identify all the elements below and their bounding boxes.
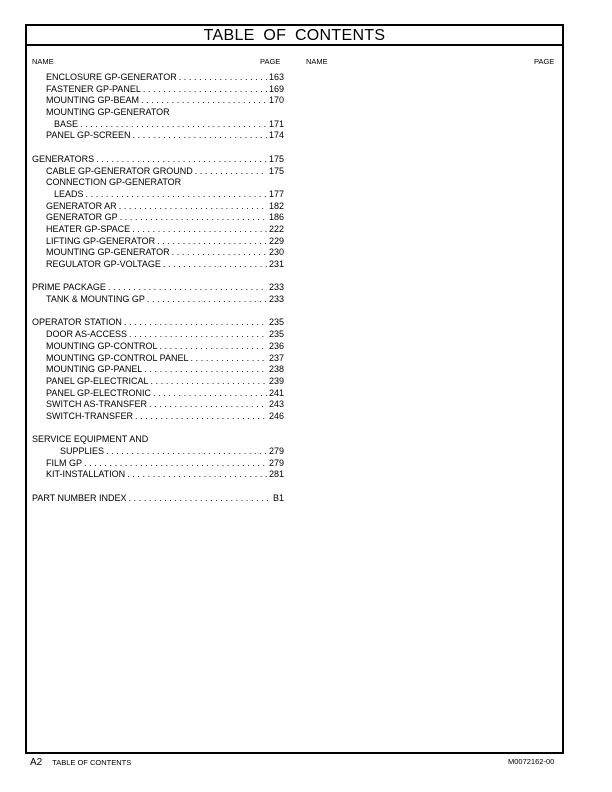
toc-entry-label: SERVICE EQUIPMENT AND — [32, 434, 149, 445]
toc-entry[interactable] — [32, 446, 284, 458]
dot-leader — [96, 154, 267, 166]
toc-entry-page: 177 — [268, 188, 284, 199]
dot-leader — [195, 166, 267, 178]
toc-entry-page: 281 — [268, 469, 284, 480]
toc-entry[interactable] — [32, 201, 284, 213]
toc-entry-label: MOUNTING GP-BEAM — [46, 95, 140, 106]
section-spacer — [32, 423, 284, 435]
toc-entry-page: 175 — [268, 165, 284, 176]
left-page-column-header: PAGE — [260, 57, 281, 66]
toc-entry[interactable] — [32, 119, 284, 131]
right-name-column-header: NAME — [306, 57, 328, 66]
toc-entry[interactable] — [32, 189, 284, 201]
page-title: TABLE OF CONTENTS — [27, 26, 562, 46]
dot-leader — [160, 341, 267, 353]
dot-leader — [144, 364, 267, 376]
toc-entry[interactable] — [32, 166, 284, 178]
toc-entry-label: OPERATOR STATION — [32, 317, 122, 328]
toc-entry-list — [32, 72, 284, 504]
toc-entry[interactable] — [32, 212, 284, 224]
toc-entry-label: PANEL GP-ELECTRONIC — [46, 387, 152, 398]
toc-entry[interactable] — [32, 353, 284, 365]
dot-leader — [179, 72, 267, 84]
dot-leader — [149, 399, 267, 411]
toc-entry-page: 246 — [268, 410, 284, 421]
toc-entry[interactable] — [32, 376, 284, 388]
dot-leader — [108, 282, 267, 294]
toc-entry-label: MOUNTING GP-GENERATOR — [46, 107, 170, 118]
dot-leader — [84, 458, 267, 470]
toc-frame — [25, 24, 564, 754]
footer-section-title: TABLE OF CONTENTS — [52, 758, 132, 767]
toc-entry-label: MOUNTING GP-GENERATOR — [46, 247, 170, 258]
toc-entry-label: REGULATOR GP-VOLTAGE — [46, 259, 161, 269]
dot-leader — [127, 469, 267, 481]
toc-entry-label: SWITCH AS-TRANSFER — [46, 399, 148, 410]
toc-entry-page: 236 — [268, 340, 284, 351]
dot-leader — [124, 317, 267, 329]
toc-entry[interactable] — [32, 364, 284, 376]
dot-leader — [151, 376, 267, 388]
toc-entry-page: 229 — [268, 235, 284, 246]
dot-leader — [191, 353, 267, 365]
toc-entry-page: 243 — [268, 399, 284, 410]
toc-entry[interactable] — [32, 130, 284, 142]
toc-entry-label: GENERATOR AR — [46, 200, 117, 211]
toc-entry[interactable] — [32, 294, 284, 306]
toc-entry-label: TANK & MOUNTING GP — [46, 294, 145, 305]
toc-entry-label: MOUNTING GP-PANEL — [46, 364, 143, 375]
toc-entry[interactable] — [32, 329, 284, 341]
toc-entry[interactable] — [32, 177, 284, 189]
toc-entry-page: 237 — [268, 352, 284, 363]
toc-entry-page: 238 — [268, 364, 284, 375]
toc-entry[interactable] — [32, 259, 284, 271]
toc-entry-page: B1 — [272, 492, 284, 503]
toc-entry-page: 279 — [268, 446, 284, 456]
toc-entry-label: LEADS — [54, 188, 84, 199]
dot-leader — [147, 294, 267, 306]
toc-entry-label: CONNECTION GP-GENERATOR — [46, 177, 182, 188]
toc-entry-page: 235 — [268, 329, 284, 340]
dot-leader — [80, 119, 267, 131]
footer-document-id: M0072162-00 — [508, 757, 555, 766]
toc-entry-page: 222 — [268, 223, 284, 234]
dot-leader — [157, 236, 267, 248]
toc-entry[interactable] — [32, 282, 284, 294]
toc-entry-label: MOUNTING GP-CONTROL — [46, 340, 158, 351]
toc-entry[interactable] — [32, 95, 284, 107]
toc-entry-label: KIT-INSTALLATION — [46, 469, 126, 480]
toc-entry-page: 170 — [268, 95, 284, 106]
toc-entry-label: HEATER GP-SPACE — [46, 223, 131, 234]
toc-entry-label: FILM GP — [46, 457, 83, 468]
toc-entry[interactable] — [32, 434, 284, 446]
toc-entry[interactable] — [32, 224, 284, 236]
toc-entry-label: GENERATORS — [32, 153, 95, 164]
toc-entry[interactable] — [32, 107, 284, 119]
toc-entry[interactable] — [32, 317, 284, 329]
toc-entry-page: 163 — [268, 72, 284, 82]
toc-entry[interactable] — [32, 493, 284, 505]
dot-leader — [120, 212, 267, 224]
dot-leader — [132, 224, 267, 236]
dot-leader — [133, 130, 267, 142]
toc-entry-page: 175 — [268, 153, 284, 164]
dot-leader — [129, 493, 271, 505]
toc-entry-label: PANEL GP-ELECTRICAL — [46, 375, 149, 386]
toc-entry-page: 233 — [268, 282, 284, 293]
toc-entry-page: 230 — [268, 247, 284, 258]
toc-entry-label: CABLE GP-GENERATOR GROUND — [46, 165, 193, 176]
toc-entry[interactable] — [32, 399, 284, 411]
toc-entry-page: 171 — [268, 118, 284, 129]
toc-entry[interactable] — [32, 341, 284, 353]
toc-entry[interactable] — [32, 411, 284, 423]
toc-entry[interactable] — [32, 388, 284, 400]
toc-entry-page: 279 — [268, 457, 284, 468]
right-page-column-header: PAGE — [534, 57, 555, 66]
dot-leader — [172, 247, 267, 259]
toc-entry[interactable] — [32, 469, 284, 481]
toc-entry-page: 233 — [268, 294, 284, 305]
dot-leader — [106, 446, 267, 458]
toc-entry[interactable] — [32, 247, 284, 259]
toc-entry-page: 241 — [268, 387, 284, 398]
dot-leader — [119, 201, 267, 213]
toc-entry-label: SUPPLIES — [60, 446, 105, 456]
toc-entry-label: LIFTING GP-GENERATOR — [46, 235, 156, 246]
toc-entry-page: 235 — [268, 317, 284, 328]
section-spacer — [32, 271, 284, 283]
dot-leader — [141, 95, 267, 107]
footer-left — [30, 757, 131, 768]
toc-entry[interactable] — [32, 72, 284, 84]
toc-entry[interactable] — [32, 84, 284, 96]
section-spacer — [32, 306, 284, 318]
toc-entry-label: BASE — [54, 118, 79, 129]
toc-entry-label: ENCLOSURE GP-GENERATOR — [46, 72, 177, 82]
toc-entry-page: 174 — [268, 130, 284, 141]
toc-entry-page: 186 — [268, 212, 284, 223]
dot-leader — [129, 329, 267, 341]
toc-entry[interactable] — [32, 236, 284, 248]
section-spacer — [32, 142, 284, 154]
toc-entry[interactable] — [32, 458, 284, 470]
toc-entry-label: PRIME PACKAGE — [32, 282, 106, 293]
toc-entry-label: GENERATOR GP — [46, 212, 118, 223]
dot-leader — [143, 84, 267, 96]
dot-leader — [86, 189, 267, 201]
dot-leader — [135, 411, 267, 423]
toc-entry-label: MOUNTING GP-CONTROL PANEL — [46, 352, 189, 363]
toc-entry-page: 239 — [268, 375, 284, 386]
toc-entry-label: FASTENER GP-PANEL — [46, 83, 141, 94]
toc-entry-label: PANEL GP-SCREEN — [46, 130, 131, 141]
toc-entry-label: DOOR AS-ACCESS — [46, 329, 128, 340]
footer-page-number: A2 — [30, 757, 43, 768]
section-spacer — [32, 481, 284, 493]
dot-leader — [163, 259, 267, 271]
toc-entry-page: 169 — [268, 83, 284, 94]
toc-entry-label: PART NUMBER INDEX — [32, 492, 127, 503]
toc-entry-page: 182 — [268, 200, 284, 211]
toc-entry-page: 231 — [268, 259, 284, 269]
toc-entry-label: SWITCH-TRANSFER — [46, 410, 133, 421]
toc-entry[interactable] — [32, 154, 284, 166]
dot-leader — [153, 388, 267, 400]
left-name-column-header: NAME — [32, 57, 54, 66]
